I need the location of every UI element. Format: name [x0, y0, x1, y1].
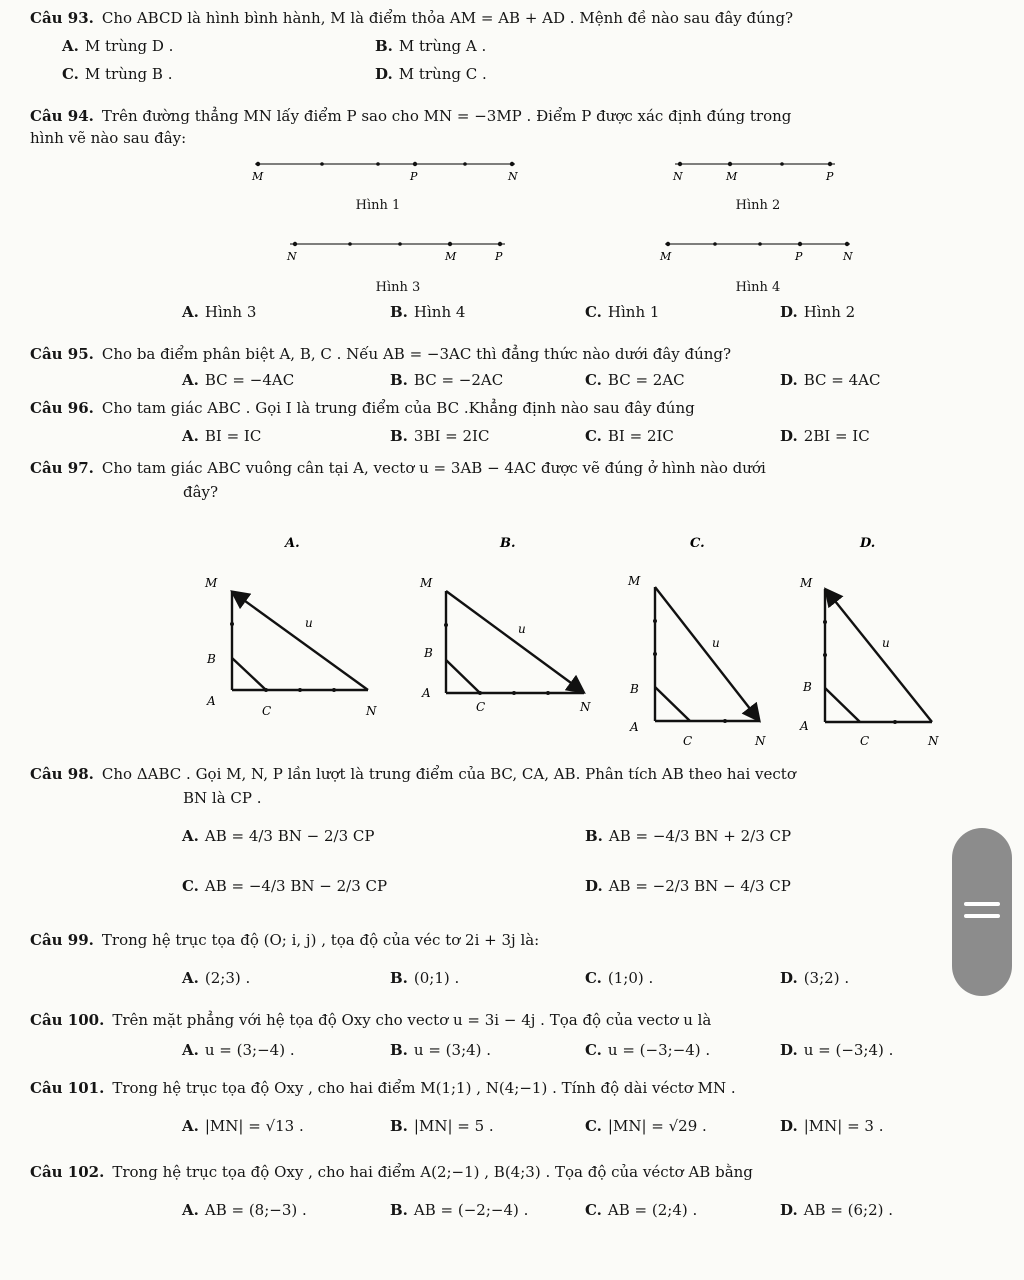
svg-text:M: M [420, 576, 433, 590]
label-p: P [826, 170, 834, 183]
label-p: P [495, 250, 503, 263]
svg-text:M: M [205, 576, 218, 590]
svg-text:u: u [712, 636, 720, 650]
question-number: Câu 100. [30, 1011, 105, 1029]
figure-c-ticks [653, 619, 727, 723]
svg-text:B: B [207, 652, 216, 666]
figure-d [825, 589, 932, 722]
question-number: Câu 101. [30, 1079, 105, 1097]
svg-text:N: N [755, 734, 766, 748]
figure-c [655, 587, 760, 721]
question-text: Cho tam giác ABC . Gọi I là trung điểm của BC .Khẳng định nào sau đây đúng [101, 399, 695, 417]
q97-figures [0, 525, 1024, 755]
label-m: M [445, 250, 457, 263]
question-101 [30, 1078, 736, 1098]
svg-text:A: A [630, 720, 639, 734]
option-c[interactable]: C. BI = 2IC [585, 427, 674, 445]
label-n: N [287, 250, 297, 263]
option-b[interactable]: B. |MN| = 5 . [390, 1117, 494, 1135]
question-97 [30, 458, 766, 478]
question-number: Câu 97. [30, 459, 94, 477]
svg-text:M: M [800, 576, 813, 590]
figure-b-label: B. [500, 536, 516, 551]
question-94-cont: hình vẽ nào sau đây: [30, 129, 187, 147]
figure-c-label: C. [690, 536, 705, 551]
question-94 [30, 106, 791, 126]
option-a[interactable]: A. BI = IC [182, 427, 262, 445]
option-b[interactable]: B. u = (3;4) . [390, 1041, 492, 1059]
option-d[interactable]: D. |MN| = 3 . [780, 1117, 884, 1135]
option-d[interactable]: D. (3;2) . [780, 969, 850, 987]
question-number: Câu 98. [30, 765, 94, 783]
figure-a-labels [204, 576, 377, 718]
label-p: P [795, 250, 803, 263]
option-b[interactable]: B. 3BI = 2IC [390, 427, 490, 445]
label-m: M [660, 250, 672, 263]
svg-text:u: u [882, 636, 890, 650]
option-d[interactable]: D. 2BI = IC [780, 427, 870, 445]
figure-d-label: D. [860, 536, 876, 551]
svg-text:N: N [580, 700, 591, 714]
option-a[interactable]: A. Hình 3 [182, 303, 257, 321]
question-text: Cho ABCD là hình bình hành, M là điểm thỏa AM = AB + AD . Mệnh đề nào sau đây đúng? [101, 9, 794, 27]
question-number: Câu 93. [30, 9, 94, 27]
option-a[interactable]: A. |MN| = √13 . [182, 1117, 304, 1135]
question-98 [30, 764, 796, 784]
svg-text:B: B [630, 682, 639, 696]
option-d[interactable]: D. BC = 4AC [780, 371, 881, 389]
question-93 [30, 8, 793, 28]
question-95 [30, 344, 731, 364]
svg-text:u: u [305, 616, 313, 630]
option-c[interactable]: C. u = (−3;−4) . [585, 1041, 711, 1059]
question-99 [30, 930, 539, 950]
option-c[interactable]: C. (1;0) . [585, 969, 654, 987]
figure-b-ticks [444, 623, 550, 695]
svg-text:C: C [860, 734, 870, 748]
svg-text:N: N [366, 704, 377, 718]
label-m: M [726, 170, 738, 183]
question-text: Cho ba điểm phân biệt A, B, C . Nếu AB = −3AC thì đẳng thức nào dưới đây đúng? [101, 345, 732, 363]
question-text: Cho ΔABC . Gọi M, N, P lần lượt là trung điểm của BC, CA, AB. Phân tích AB theo hai vectơ [101, 765, 796, 783]
figure-4-line [659, 242, 853, 263]
option-d[interactable]: D. Hình 2 [780, 303, 856, 321]
grip-line-icon [964, 914, 1000, 918]
scroll-handle[interactable] [952, 828, 1012, 996]
figure-a [232, 591, 368, 690]
option-a[interactable]: A. AB = (8;−3) . [182, 1201, 307, 1219]
option-b[interactable]: B. BC = −2AC [390, 371, 504, 389]
question-96 [30, 398, 695, 418]
figure-a-ticks [230, 622, 336, 692]
label-n: N [508, 170, 518, 183]
question-number: Câu 95. [30, 345, 94, 363]
svg-text:C: C [683, 734, 693, 748]
option-a[interactable]: A. M trùng D . [62, 37, 174, 55]
option-c[interactable]: C. AB = (2;4) . [585, 1201, 698, 1219]
question-102 [30, 1162, 753, 1182]
option-c[interactable]: C. M trùng B . [62, 65, 173, 83]
question-number: Câu 96. [30, 399, 94, 417]
question-text: Cho tam giác ABC vuông cân tại A, vectơ u = 3AB − 4AC được vẽ đúng ở hình nào dưới [101, 459, 766, 477]
figure-3-caption: Hình 3 [375, 280, 421, 295]
label-p: P [410, 170, 418, 183]
label-n: N [673, 170, 683, 183]
question-97-cont: đây? [183, 483, 219, 501]
option-d[interactable]: D. u = (−3;4) . [780, 1041, 894, 1059]
figure-a-label: A. [285, 536, 300, 551]
svg-text:C: C [262, 704, 272, 718]
question-text: Trong hệ trục tọa độ Oxy , cho hai điểm A(2;−1) , B(4;3) . Tọa độ của véctơ AB bằng [112, 1163, 753, 1181]
question-98-cont: BN là CP . [183, 789, 262, 807]
option-b[interactable]: B. Hình 4 [390, 303, 466, 321]
option-b[interactable]: B. M trùng A . [375, 37, 487, 55]
question-number: Câu 102. [30, 1163, 105, 1181]
svg-text:B: B [803, 680, 812, 694]
question-100 [30, 1010, 711, 1030]
option-a[interactable]: A. AB = 4/3 BN − 2/3 CP [182, 827, 375, 845]
figure-3-line [286, 242, 505, 263]
svg-text:C: C [476, 700, 486, 714]
option-c[interactable]: C. BC = 2AC [585, 371, 685, 389]
figure-4-caption: Hình 4 [735, 280, 781, 295]
option-c[interactable]: C. AB = −4/3 BN − 2/3 CP [182, 877, 388, 895]
svg-text:A: A [207, 694, 216, 708]
question-number: Câu 94. [30, 107, 94, 125]
option-c[interactable]: C. Hình 1 [585, 303, 660, 321]
option-a[interactable]: A. (2;3) . [182, 969, 251, 987]
figure-b [446, 591, 584, 693]
option-b[interactable]: B. (0;1) . [390, 969, 460, 987]
option-c[interactable]: C. |MN| = √29 . [585, 1117, 707, 1135]
question-text: Trong hệ trục tọa độ Oxy , cho hai điểm M(1;1) , N(4;−1) . Tính độ dài véctơ MN . [112, 1079, 736, 1097]
question-text: Trong hệ trục tọa độ (O; i, j) , tọa độ của véc tơ 2i + 3j là: [101, 931, 540, 949]
option-b[interactable]: B. AB = (−2;−4) . [390, 1201, 529, 1219]
grip-line-icon [964, 902, 1000, 906]
svg-text:A: A [800, 719, 809, 733]
svg-text:A: A [422, 686, 431, 700]
option-d[interactable]: D. M trùng C . [375, 65, 487, 83]
svg-text:M: M [628, 574, 641, 588]
label-n: N [843, 250, 853, 263]
option-d[interactable]: D. AB = (6;2) . [780, 1201, 894, 1219]
question-text: Trên mặt phẳng với hệ tọa độ Oxy cho vectơ u = 3i − 4j . Tọa độ của vectơ u là [112, 1011, 712, 1029]
option-b[interactable]: B. AB = −4/3 BN + 2/3 CP [585, 827, 792, 845]
figure-2-line [672, 162, 835, 183]
figure-1-caption: Hình 1 [355, 198, 401, 213]
option-a[interactable]: A. u = (3;−4) . [182, 1041, 295, 1059]
svg-text:N: N [928, 734, 939, 748]
label-m: M [252, 170, 264, 183]
option-d[interactable]: D. AB = −2/3 BN − 4/3 CP [585, 877, 791, 895]
question-text: Trên đường thẳng MN lấy điểm P sao cho MN = −3MP . Điểm P được xác định đúng trong [101, 107, 792, 125]
figure-1-line [251, 162, 518, 183]
question-number: Câu 99. [30, 931, 94, 949]
q94-figures [0, 150, 1024, 300]
figure-2-caption: Hình 2 [735, 198, 781, 213]
svg-text:B: B [424, 646, 433, 660]
option-a[interactable]: A. BC = −4AC [182, 371, 295, 389]
svg-text:u: u [518, 622, 526, 636]
